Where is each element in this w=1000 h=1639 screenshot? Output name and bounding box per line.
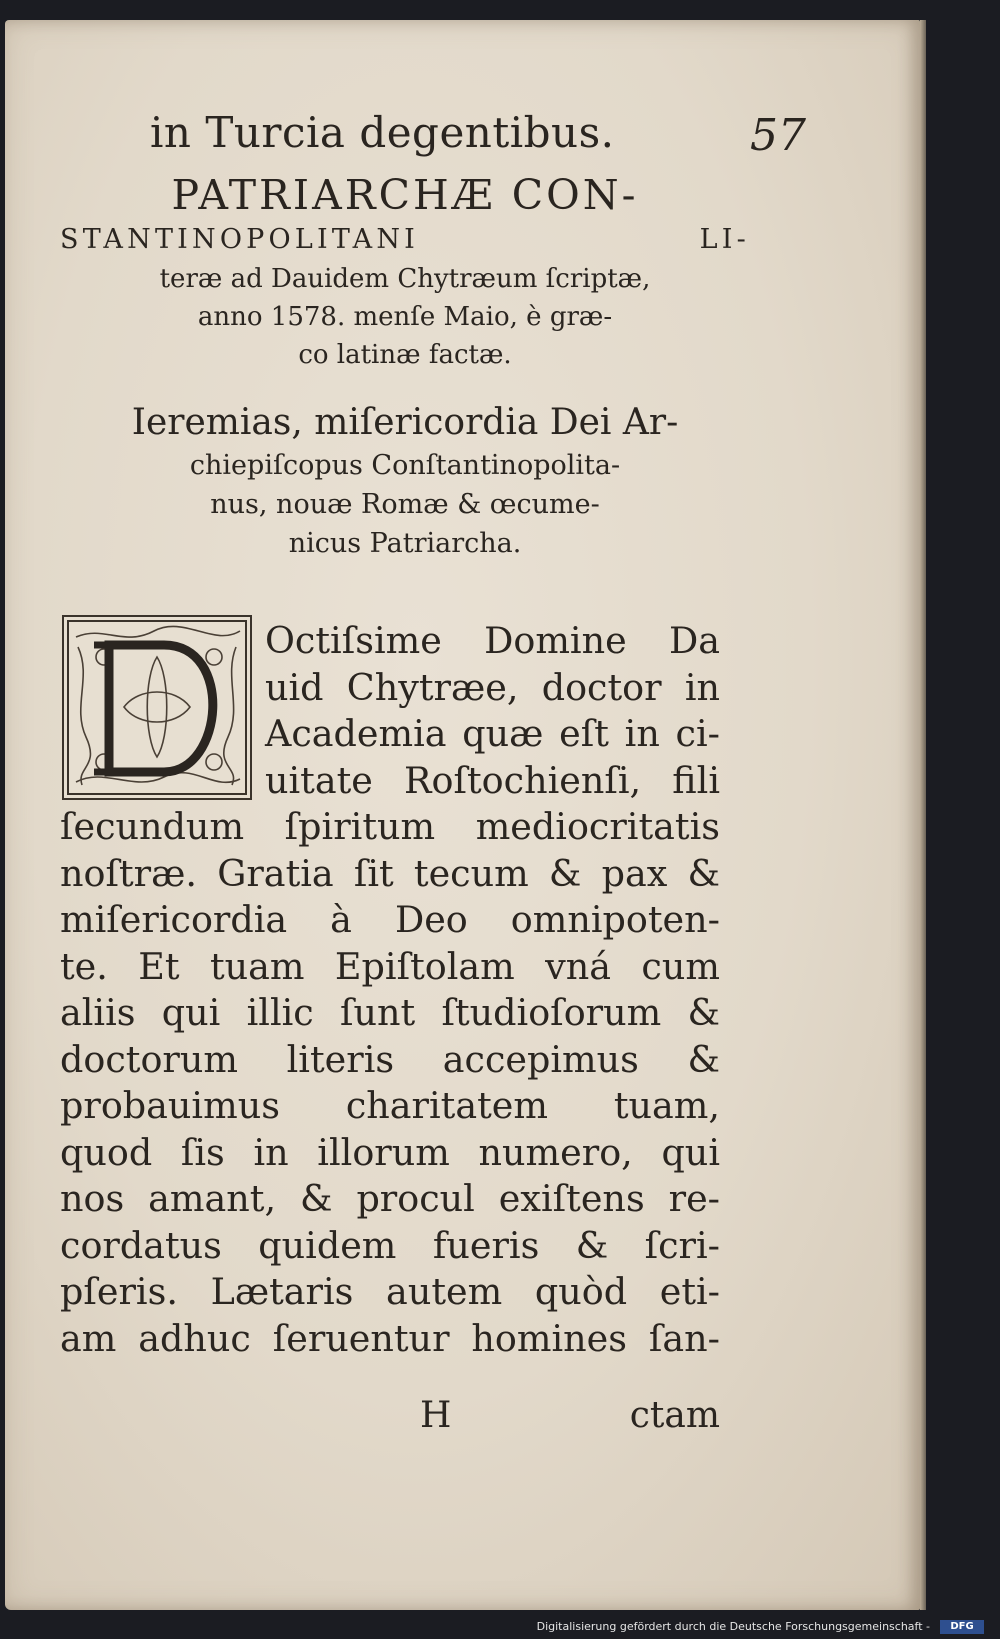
signature-mark: H [420, 1395, 452, 1436]
sender-line: chiepiſcopus Conſtantinopolita- [189, 450, 621, 481]
body-line: te. Et tuam Epiſtolam vná cum [60, 944, 720, 988]
body-line: nos amant, & procul exiſtens re- [60, 1177, 720, 1220]
body-line: pſeris. Lætaris autem quòd eti- [60, 1270, 720, 1313]
dfg-logo-icon: DFG [940, 1620, 984, 1634]
body-line: ſecundum ſpiritum mediocritatis [60, 805, 720, 848]
body-line: doctorum literis accepimus & [60, 1037, 720, 1081]
running-head: in Turcia degentibus. [150, 108, 615, 157]
sender-line: nus, nouæ Romæ & œcume- [210, 489, 600, 520]
title-line: PATRIARCHÆ CON- [171, 171, 639, 219]
title-line: anno 1578. menſe Maio, è græ- [197, 302, 613, 332]
sender-line: nicus Patriarcha. [288, 528, 522, 559]
body-line: probauimus charitatem tuam, [60, 1084, 720, 1127]
page-number: 57 [750, 110, 806, 161]
digitization-credit: Digitalisierung gefördert durch die Deutsche Forschungsgemeinschaft - [536, 1620, 930, 1633]
sender-line: Ieremias, miſericordia Dei Ar- [131, 402, 679, 443]
body-line: noſtræ. Gratia ſit tecum & pax & [60, 851, 720, 895]
body-line: uid Chytræe, doctor in [265, 665, 720, 709]
title-line: co latinæ factæ. [298, 340, 512, 370]
title-line: STANTINOPOLITANI LI- [60, 224, 750, 255]
catchword: ctam [629, 1395, 720, 1436]
body-line: miſericordia à Deo omnipoten- [60, 898, 720, 941]
letter-title [60, 170, 750, 374]
body-line: Academia quæ eſt in ci- [265, 712, 720, 755]
body-line: am adhuc ſeruentur homines ſan- [60, 1316, 720, 1360]
body-line: cordatus quidem fueris & ſcri- [60, 1223, 720, 1267]
body-line: aliis qui illic ſunt ſtudioſorum & [60, 991, 720, 1034]
letter-body [60, 618, 720, 1362]
sender-salutation [60, 400, 750, 563]
body-line: Octiſsime Domine Da [265, 619, 720, 662]
page-edge [920, 20, 926, 1610]
title-line: teræ ad Dauidem Chytræum ſcriptæ, [159, 264, 651, 294]
body-line: uitate Roſtochienſi, fili [265, 758, 720, 802]
body-line: quod ſis in illorum numero, qui [60, 1130, 720, 1174]
